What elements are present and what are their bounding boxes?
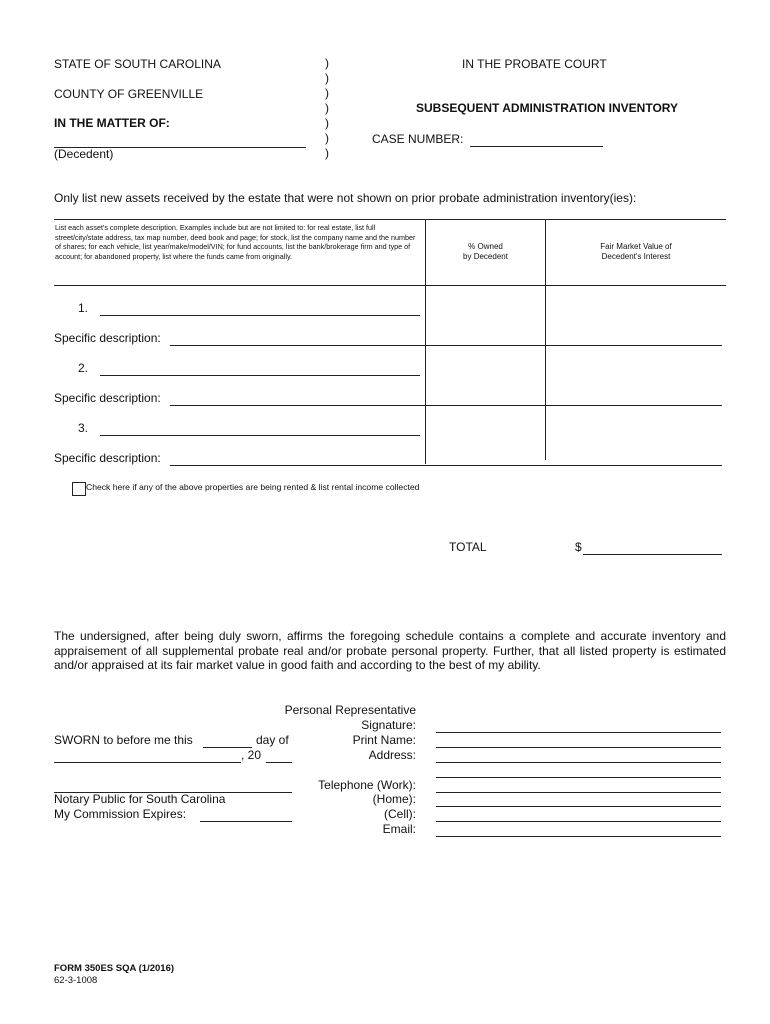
owned-column-header: [426, 242, 545, 262]
total-label: TOTAL: [449, 540, 487, 554]
decedent-name-field[interactable]: [54, 133, 306, 148]
row-1-specific-field[interactable]: [170, 331, 722, 346]
row-3-specific-field[interactable]: [170, 451, 722, 466]
header-divider-parens: ) ) ) ) ) ) ): [325, 56, 329, 160]
sworn-year-prefix: , 20: [241, 748, 262, 762]
case-number-field[interactable]: [470, 132, 603, 147]
telephone-work-field[interactable]: [436, 778, 721, 793]
commission-label: My Commission Expires:: [54, 807, 187, 821]
table-header-rule: [54, 285, 726, 286]
address-label: Address:: [368, 748, 416, 762]
telephone-home-field[interactable]: [436, 792, 721, 807]
sworn-prefix: SWORN to before me this: [54, 733, 193, 747]
form-title: SUBSEQUENT ADMINISTRATION INVENTORY: [416, 101, 679, 115]
signature-field[interactable]: [436, 718, 721, 733]
case-number-label: CASE NUMBER:: [372, 132, 464, 146]
row-2-specific-label: Specific description:: [54, 391, 161, 405]
row-2-number: 2.: [78, 361, 89, 375]
email-field[interactable]: [436, 822, 721, 837]
matter-label: IN THE MATTER OF:: [54, 116, 170, 130]
value-header-line2: Decedent's Interest: [601, 252, 671, 261]
owned-header-line1: % Owned: [468, 242, 503, 251]
telephone-cell-field[interactable]: [436, 807, 721, 822]
table-top-rule: [54, 219, 726, 220]
sworn-month-field[interactable]: [54, 748, 241, 763]
row-3-specific-label: Specific description:: [54, 451, 161, 465]
telephone-work-label: Telephone (Work):: [318, 778, 416, 792]
address-field-line2[interactable]: [436, 763, 721, 778]
representative-heading: Personal Representative: [284, 703, 416, 717]
print-name-label: Print Name:: [352, 733, 416, 747]
row-2-asset-field[interactable]: [100, 361, 420, 376]
rental-checkbox-label: Check here if any of the above properties are being rented & list rental income collected: [86, 482, 420, 492]
row-1-asset-field[interactable]: [100, 301, 420, 316]
county-label: COUNTY OF GREENVILLE: [54, 87, 204, 101]
description-column-header: List each asset's complete description. Examples include but are not limited to: for real estate, list full street/city/state address, tax map number, deed book and page; for stock, list the company name and the number of shares; for each vehicle, list year/make/model/VIN; for fund accounts, list the bank/brokerage firm and type of account; for abandoned property, list where the funds came from originally.: [55, 223, 416, 261]
print-name-field[interactable]: [436, 733, 721, 748]
instruction-text: Only list new assets received by the estate that were not shown on prior probate administration inventory(ies):: [54, 191, 637, 205]
total-currency: $: [575, 540, 582, 554]
decedent-label: (Decedent): [54, 147, 114, 161]
address-field-line1[interactable]: [436, 748, 721, 763]
telephone-cell-label: (Cell):: [384, 807, 416, 821]
rental-checkbox[interactable]: [72, 482, 86, 496]
notary-label: Notary Public for South Carolina: [54, 792, 226, 806]
affirmation-paragraph: The undersigned, after being duly sworn, affirms the foregoing schedule contains a complete and accurate inventory and appraisement of all supplemental probate real and/or probate personal property. Further, that all listed property is estimated and/or appraised at its fair market value in good faith and according to the best of my ability.: [54, 629, 726, 672]
court-label: IN THE PROBATE COURT: [462, 57, 607, 71]
signature-label: Signature:: [361, 718, 416, 732]
row-3-asset-field[interactable]: [100, 421, 420, 436]
row-2-specific-field[interactable]: [170, 391, 722, 406]
value-header-line1: Fair Market Value of: [600, 242, 672, 251]
form-id: FORM 350ES SQA (1/2016): [54, 963, 175, 974]
row-3-number: 3.: [78, 421, 89, 435]
email-label: Email:: [382, 822, 416, 836]
telephone-home-label: (Home):: [372, 792, 416, 806]
row-1-specific-label: Specific description:: [54, 331, 161, 345]
row-1-number: 1.: [78, 301, 89, 315]
state-label: STATE OF SOUTH CAROLINA: [54, 57, 221, 71]
sworn-day-label: day of: [256, 733, 289, 747]
owned-header-line2: by Decedent: [463, 252, 508, 261]
statute-code: 62-3-1008: [54, 975, 98, 986]
total-field[interactable]: [583, 540, 722, 555]
value-column-header: [546, 242, 726, 262]
